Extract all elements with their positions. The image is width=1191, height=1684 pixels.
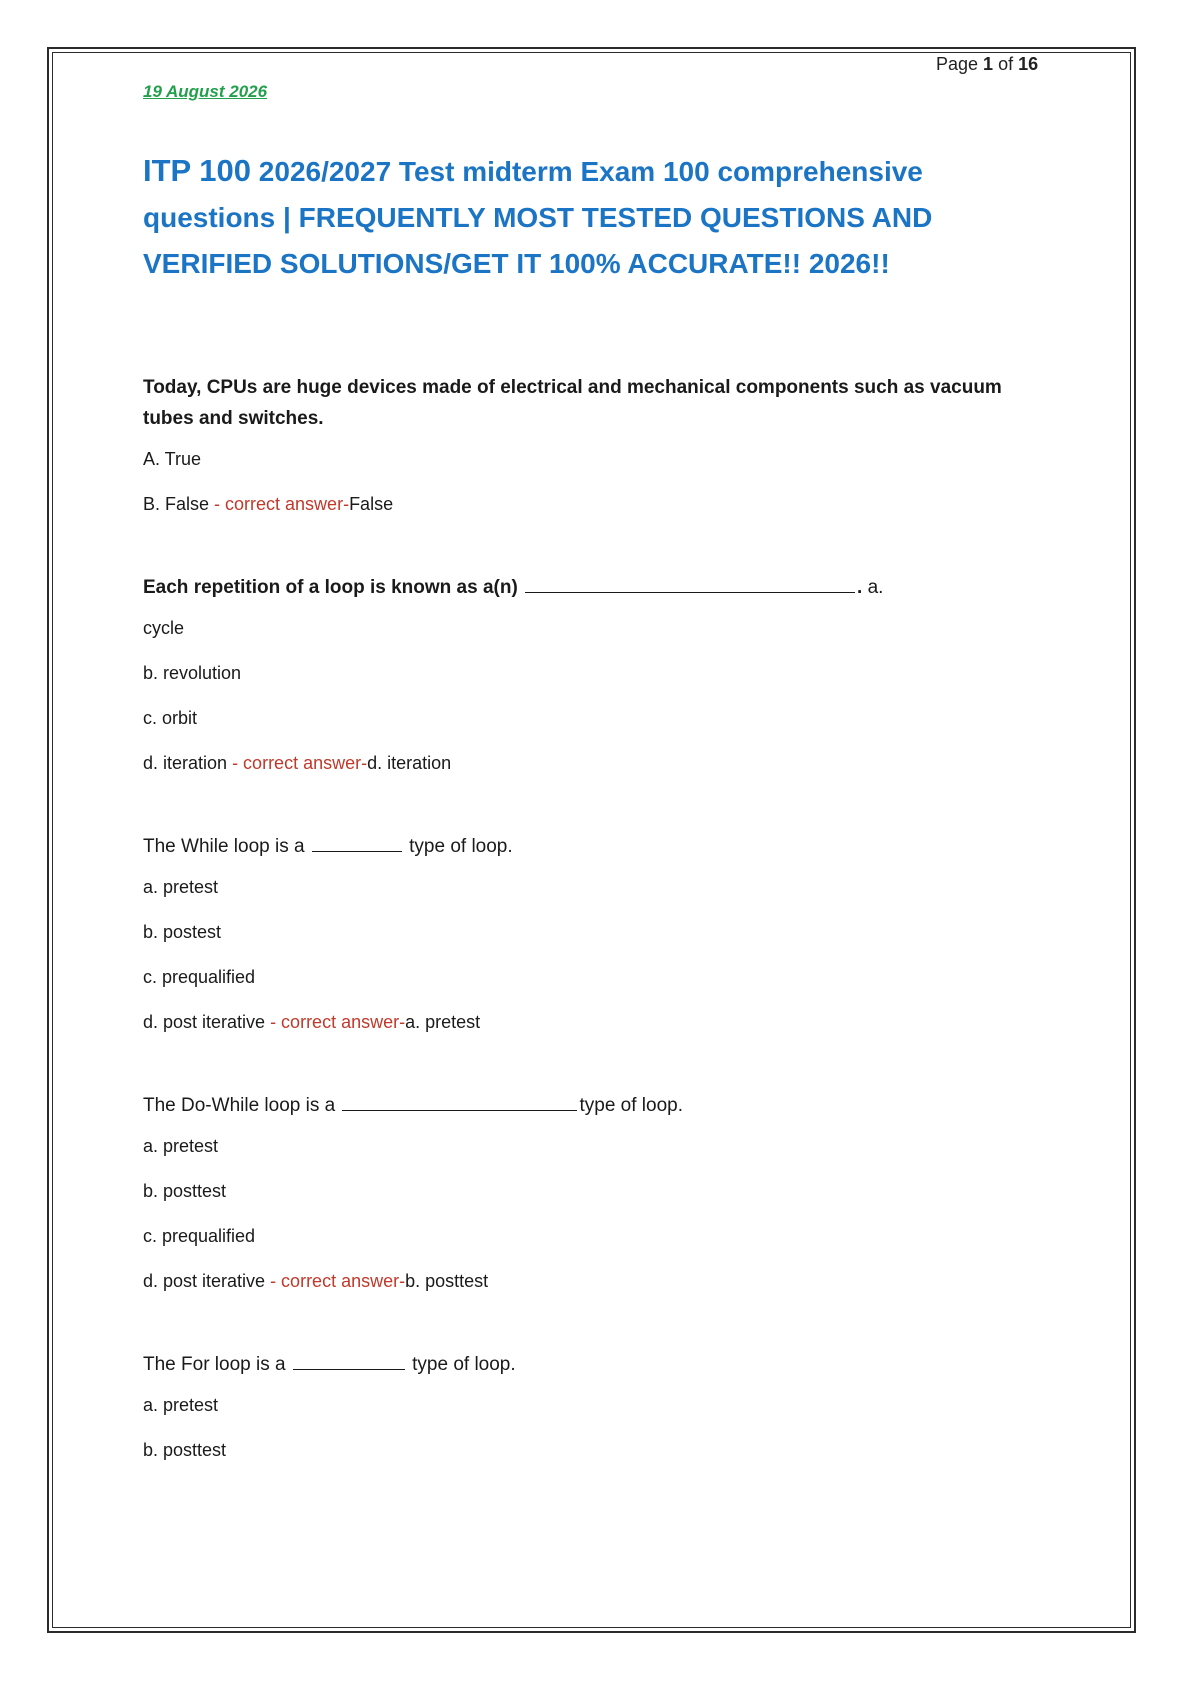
page-number: Page 1 of 16 [936, 54, 1039, 74]
question-4-option-c: c. prequalified [143, 1226, 256, 1246]
answer-blank [312, 850, 402, 852]
question-4-option-b: b. posttest [143, 1181, 227, 1201]
question-3 [143, 831, 1043, 1034]
question-1-text: Today, CPUs are huge devices made of electrical and mechanical components such as vacuum tubes and switches. [143, 377, 1002, 429]
question-3-option-b: b. postest [143, 922, 222, 942]
question-1-option-b: B. False - correct answer-False [143, 494, 394, 514]
question-5-option-b: b. posttest [143, 1440, 227, 1460]
title-text: 2026/2027 Test midterm Exam 100 comprehensive questions | FREQUENTLY MOST TESTED QUESTIONS AND VERIFIED SOLUTIONS/GET IT 100% ACCURATE!! 2026!! [143, 156, 933, 279]
question-5-option-a: a. pretest [143, 1395, 219, 1415]
question-2-option-d: d. iteration - correct answer-d. iteration [143, 753, 452, 773]
question-3-option-c: c. prequalified [143, 967, 256, 987]
answer-blank [342, 1109, 577, 1111]
question-2-option-c: c. orbit [143, 708, 198, 728]
question-5 [143, 1349, 1043, 1462]
question-2-option-b: b. revolution [143, 663, 242, 683]
question-4-text: The Do-While loop is a type of loop. [143, 1095, 683, 1116]
correct-answer-marker: - correct answer- [209, 494, 350, 514]
document-date: 19 August 2026 [143, 82, 268, 101]
correct-answer: b. posttest [405, 1271, 489, 1291]
question-4-option-d: d. post iterative - correct answer-b. posttest [143, 1271, 489, 1291]
question-4 [143, 1090, 1043, 1293]
question-3-option-a: a. pretest [143, 877, 219, 897]
question-2-text: Each repetition of a loop is known as a(n) . a. [143, 577, 884, 598]
correct-answer-marker: - correct answer- [265, 1012, 406, 1032]
question-4-option-a: a. pretest [143, 1136, 219, 1156]
question-3-text: The While loop is a type of loop. [143, 836, 513, 857]
question-2 [143, 572, 1043, 775]
correct-answer-marker: - correct answer- [227, 753, 368, 773]
question-5-text: The For loop is a type of loop. [143, 1354, 516, 1375]
question-list [143, 372, 1043, 1484]
correct-answer: a. pretest [405, 1012, 481, 1032]
document-title [143, 148, 1043, 287]
course-code: ITP 100 [143, 153, 252, 188]
question-2-option-a: cycle [143, 618, 185, 638]
correct-answer: d. iteration [367, 753, 452, 773]
answer-blank [293, 1368, 405, 1370]
answer-blank [525, 591, 855, 593]
correct-answer-marker: - correct answer- [265, 1271, 406, 1291]
correct-answer: False [349, 494, 394, 514]
question-1 [143, 372, 1043, 516]
question-3-option-d: d. post iterative - correct answer-a. pretest [143, 1012, 481, 1032]
question-1-option-a: A. True [143, 449, 202, 469]
